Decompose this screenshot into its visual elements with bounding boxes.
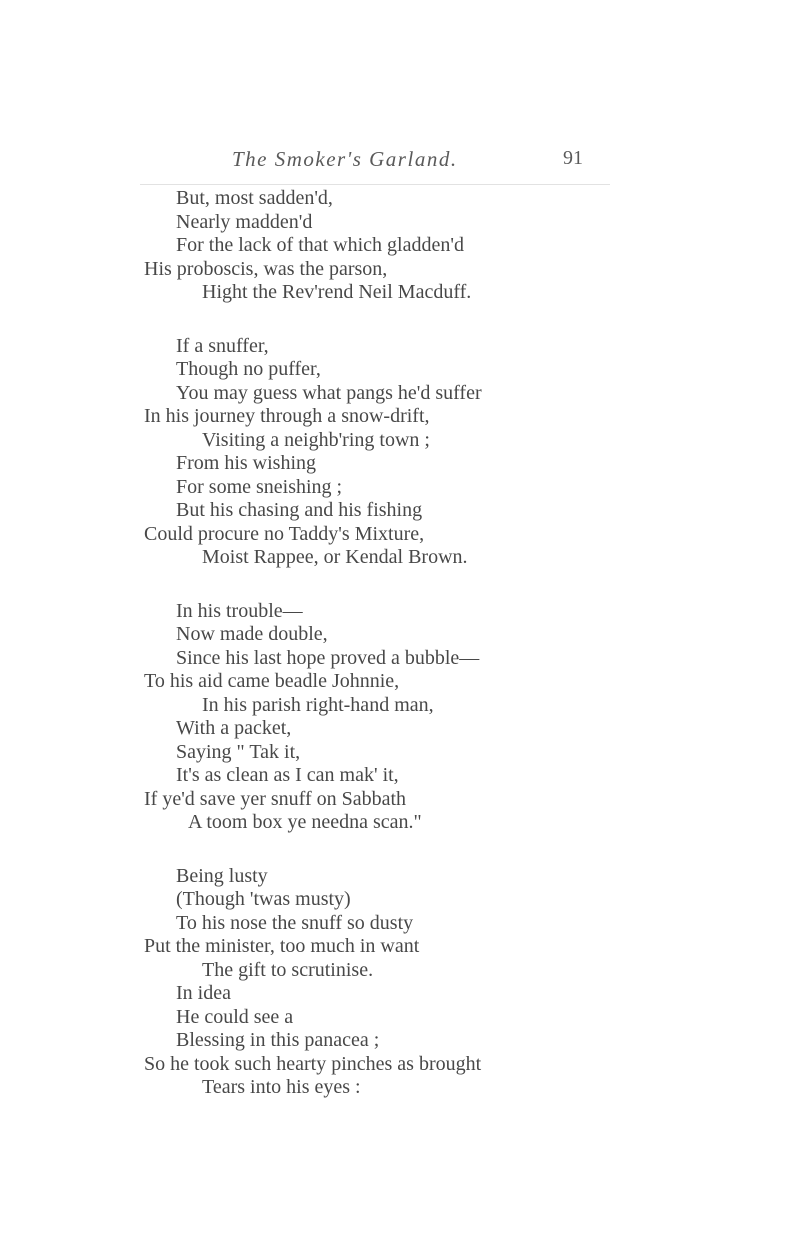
running-head — [0, 147, 800, 177]
poem-line: Though no puffer, — [176, 358, 321, 380]
poem-line: Put the minister, too much in want — [144, 935, 420, 957]
poem-line: Since his last hope proved a bubble— — [176, 646, 480, 669]
poem-line: If a snuffer, — [176, 334, 269, 357]
poem-line: In his trouble— — [176, 599, 303, 622]
poem-line: It's as clean as I can mak' it, — [176, 764, 399, 786]
poem-line: Visiting a neighb'ring town ; — [202, 428, 430, 451]
poem-line: Nearly madden'd — [176, 210, 313, 233]
poem-line: With a packet, — [176, 717, 292, 739]
stanza — [0, 187, 800, 305]
poem-line: Now made double, — [176, 623, 328, 645]
poem-line: But his chasing and his fishing — [176, 499, 423, 521]
poem-line: For the lack of that which gladden'd — [176, 234, 464, 256]
poem-line: A toom box ye needna scan." — [188, 811, 422, 833]
poem-line: (Though 'twas musty) — [176, 888, 351, 910]
poem-line: In his parish right-hand man, — [202, 693, 434, 716]
page-number: 91 — [563, 147, 583, 169]
stanza — [0, 600, 800, 835]
poem-line: You may guess what pangs he'd suffer — [176, 381, 482, 404]
stanza — [0, 335, 800, 570]
running-title: The Smoker's Garland. — [232, 147, 458, 171]
poem-line: Tears into his eyes : — [202, 1076, 361, 1098]
poem-line: The gift to scrutinise. — [202, 958, 374, 981]
poem-line: So he took such hearty pinches as brought — [144, 1052, 482, 1075]
poem-line: In idea — [176, 982, 231, 1004]
poem-line: To his nose the snuff so dusty — [176, 911, 414, 934]
poem-line: Could procure no Taddy's Mixture, — [144, 522, 425, 545]
poem-line: For some sneishing ; — [176, 475, 343, 498]
poem-line: In his journey through a snow-drift, — [144, 405, 430, 427]
poem-line: Blessing in this panacea ; — [176, 1029, 380, 1051]
poem-line: From his wishing — [176, 452, 317, 474]
poem-body — [0, 187, 800, 1130]
poem-line: Moist Rappee, or Kendal Brown. — [202, 546, 468, 568]
poem-line: To his aid came beadle Johnnie, — [144, 670, 400, 692]
poem-line: If ye'd save yer snuff on Sabbath — [144, 787, 407, 810]
poem-line: He could see a — [176, 1005, 294, 1028]
poem-line: His proboscis, was the parson, — [144, 257, 388, 280]
poem-line: Hight the Rev'rend Neil Macduff. — [202, 281, 472, 303]
header-rule — [140, 184, 610, 185]
poem-line: But, most sadden'd, — [176, 187, 333, 209]
poem-line: Being lusty — [176, 864, 268, 887]
poem-line: Saying " Tak it, — [176, 740, 301, 763]
stanza — [0, 865, 800, 1100]
